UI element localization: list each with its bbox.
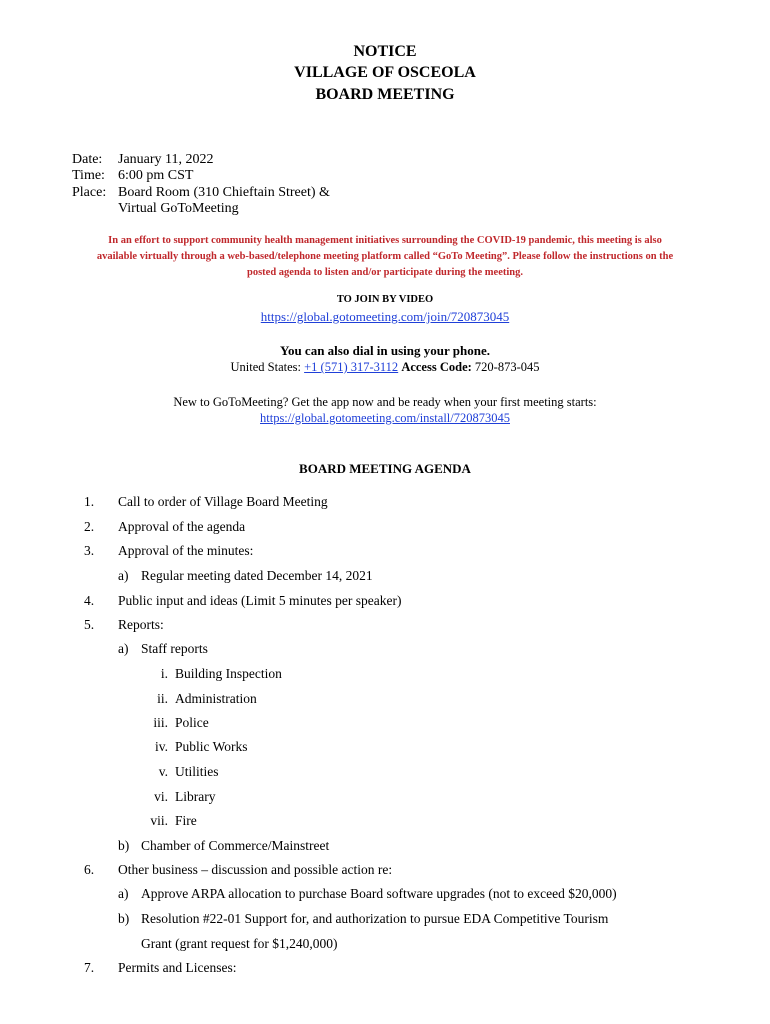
video-link-row <box>0 309 770 325</box>
item-text: Approval of the agenda <box>118 519 246 534</box>
item-letter: a) <box>118 641 129 656</box>
item-text: Building Inspection <box>175 666 282 681</box>
install-link-row <box>0 411 770 426</box>
phone-link[interactable]: +1 (571) 317-3112 <box>304 360 399 374</box>
item-text: Public Works <box>175 739 248 754</box>
covid-notice-line2: available virtually through a web-based/telephone meeting platform called “GoTo Meeting”. Please follow the instructions on the <box>96 251 674 262</box>
item-letter: a) <box>118 568 129 583</box>
item-number: 3. <box>84 543 95 558</box>
time-row <box>72 168 193 184</box>
item-text: Utilities <box>175 764 219 779</box>
item-number: 1. <box>84 494 95 509</box>
meeting-title: BOARD MEETING <box>315 86 455 103</box>
item-roman: iv. <box>155 739 168 754</box>
time-value: 6:00 pm CST <box>118 168 194 183</box>
dial-row <box>0 360 770 375</box>
item-text: Resolution #22-01 Support for, and authorization to pursue EDA Competitive Tourism <box>141 911 609 926</box>
village-title: VILLAGE OF OSCEOLA <box>294 64 476 81</box>
item-roman: iii. <box>153 715 168 730</box>
item-number: 5. <box>84 617 95 632</box>
item-roman: vi. <box>154 789 168 804</box>
item-text: Call to order of Village Board Meeting <box>118 494 328 509</box>
date-value: January 11, 2022 <box>118 152 214 167</box>
item-letter: b) <box>118 838 130 853</box>
covid-notice-line1: In an effort to support community health management initiatives surrounding the COVID-19 pandemic, this meeting is also <box>108 235 662 246</box>
agenda-item-6b-cont: Grant (grant request for $1,240,000) <box>141 936 338 951</box>
item-text: Library <box>175 789 216 804</box>
item-roman: ii. <box>157 691 168 706</box>
item-text: Public input and ideas (Limit 5 minutes per speaker) <box>118 593 402 608</box>
access-code-label: Access Code: <box>401 360 472 374</box>
us-label: United States: <box>230 360 301 374</box>
place-value-line1: Board Room (310 Chieftain Street) & <box>118 185 330 200</box>
new-user-text: New to GoToMeeting? Get the app now and be ready when your first meeting starts: <box>173 395 597 409</box>
join-video-heading: TO JOIN BY VIDEO <box>336 294 434 305</box>
date-row <box>72 152 214 168</box>
item-number: 2. <box>84 519 95 534</box>
item-text: Approval of the minutes: <box>118 543 254 558</box>
install-link[interactable]: https://global.gotomeeting.com/install/720873045 <box>260 411 510 425</box>
item-text: Chamber of Commerce/Mainstreet <box>141 838 330 853</box>
item-text: Regular meeting dated December 14, 2021 <box>141 568 373 583</box>
place-value-line2: Virtual GoToMeeting <box>118 201 239 216</box>
item-roman: v. <box>158 764 168 779</box>
item-text: Approve ARPA allocation to purchase Board software upgrades (not to exceed $20,000) <box>141 886 617 901</box>
place-row <box>72 185 330 201</box>
place-label: Place: <box>72 185 107 200</box>
item-text: Staff reports <box>141 641 208 656</box>
item-text: Administration <box>175 691 257 706</box>
item-letter: b) <box>118 911 130 926</box>
item-text: Police <box>175 715 209 730</box>
date-label: Date: <box>72 152 103 167</box>
item-number: 4. <box>84 593 95 608</box>
agenda-title: BOARD MEETING AGENDA <box>299 461 471 476</box>
access-code-value: 720-873-045 <box>474 360 540 374</box>
item-text: Fire <box>175 813 197 828</box>
item-roman: vii. <box>150 813 168 828</box>
dial-heading: You can also dial in using your phone. <box>280 343 490 358</box>
item-text: Reports: <box>118 617 164 632</box>
time-label: Time: <box>72 168 105 183</box>
item-letter: a) <box>118 886 129 901</box>
item-number: 6. <box>84 862 95 877</box>
item-text: Permits and Licenses: <box>118 960 237 975</box>
item-text: Other business – discussion and possible action re: <box>118 862 393 877</box>
video-join-link[interactable]: https://global.gotomeeting.com/join/720873045 <box>260 309 510 324</box>
item-number: 7. <box>84 960 95 975</box>
covid-notice-line3: posted agenda to listen and/or participate during the meeting. <box>246 267 524 278</box>
item-roman: i. <box>160 666 168 681</box>
notice-title: NOTICE <box>353 43 417 60</box>
